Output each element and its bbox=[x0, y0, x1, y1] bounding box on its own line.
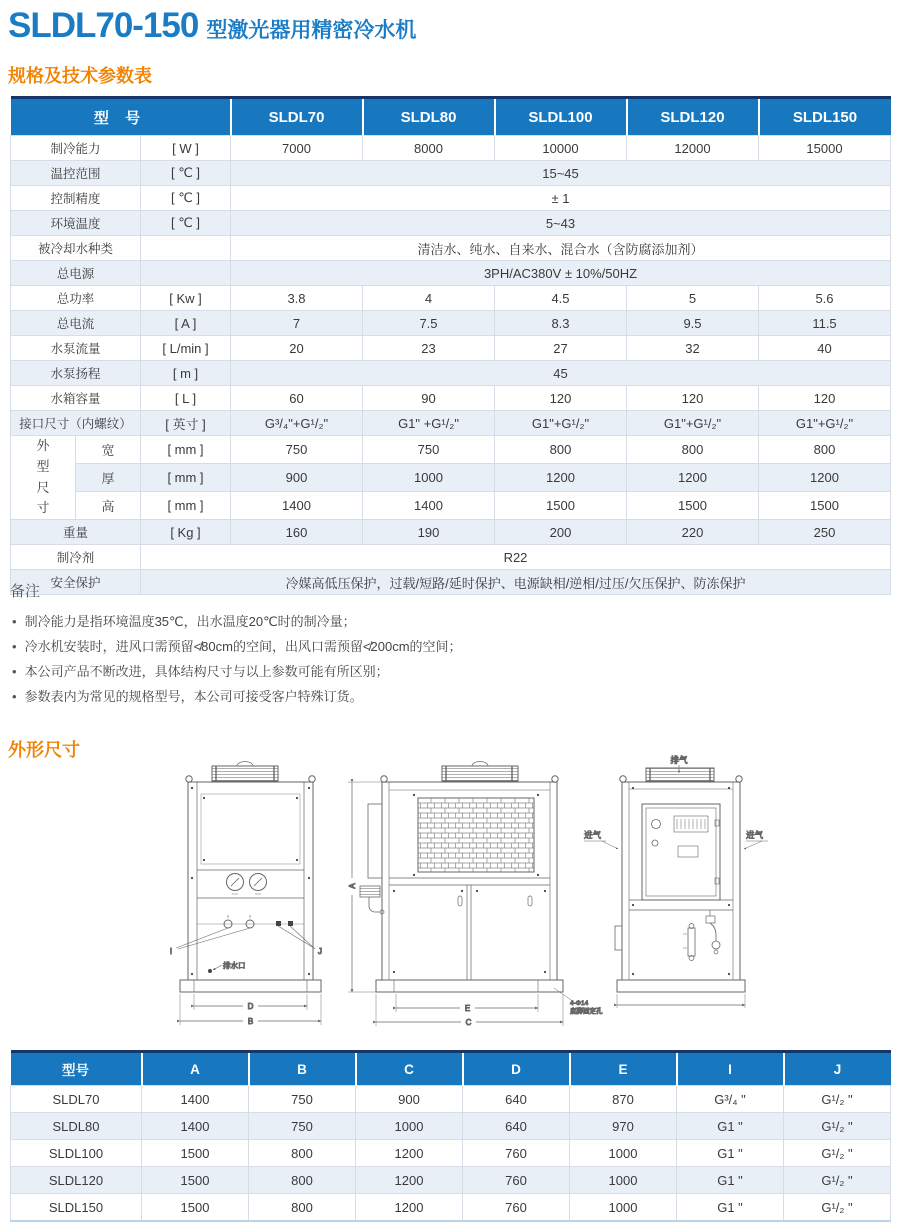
spec-row bbox=[11, 211, 891, 236]
dim-label-a: A bbox=[348, 883, 357, 889]
cell: 120 bbox=[759, 386, 891, 411]
cell: 800 bbox=[249, 1167, 356, 1194]
note-item: • 冷水机安装时，进风口需预留≮80cm的空间，出风口需预留≮200cm的空间； bbox=[10, 634, 880, 659]
row-unit: [ mm ] bbox=[141, 492, 231, 520]
cell-span: 冷媒高低压保护，过载/短路/延时保护、电源缺相/逆相/过压/欠压保护、防冻保护 bbox=[141, 570, 891, 595]
cell: 1500 bbox=[142, 1167, 249, 1194]
notes-list bbox=[10, 609, 880, 709]
spec-row bbox=[11, 136, 891, 161]
outline-section-title: 外形尺寸 bbox=[8, 740, 80, 760]
cell: 1400 bbox=[142, 1086, 249, 1113]
cell-span: 45 bbox=[231, 361, 891, 386]
model-header: SLDL120 bbox=[627, 98, 759, 136]
row-label: 温控范围 bbox=[11, 161, 141, 186]
dim-label-i: I bbox=[169, 947, 173, 956]
row-label: 控制精度 bbox=[11, 186, 141, 211]
spec-row bbox=[11, 311, 891, 336]
cell: G³/₄"+G¹/₂" bbox=[231, 411, 363, 436]
cell-span: R22 bbox=[141, 545, 891, 570]
spec-row bbox=[11, 464, 891, 492]
cell: 190 bbox=[363, 520, 495, 545]
dim-header: C bbox=[356, 1052, 463, 1086]
cell: 220 bbox=[627, 520, 759, 545]
cell: 1500 bbox=[627, 492, 759, 520]
spec-row bbox=[11, 492, 891, 520]
model-header: SLDL150 bbox=[759, 98, 891, 136]
spec-table bbox=[10, 96, 891, 595]
cell: G¹/₂ " bbox=[784, 1086, 891, 1113]
cell: 750 bbox=[249, 1113, 356, 1140]
cell: 8.3 bbox=[495, 311, 627, 336]
cell-span: ± 1 bbox=[231, 186, 891, 211]
cell: 90 bbox=[363, 386, 495, 411]
row-unit: [ Kg ] bbox=[141, 520, 231, 545]
row-label: 制冷能力 bbox=[11, 136, 141, 161]
cell: G¹/₂ " bbox=[784, 1167, 891, 1194]
cell: 1200 bbox=[759, 464, 891, 492]
cell: G¹/₂ " bbox=[784, 1113, 891, 1140]
spec-row bbox=[11, 411, 891, 436]
spec-row bbox=[11, 386, 891, 411]
dim-header: D bbox=[463, 1052, 570, 1086]
note-item: • 参数表内为常见的规格型号，本公司可接受客户特殊订货。 bbox=[10, 684, 880, 709]
row-label: 总电源 bbox=[11, 261, 141, 286]
cell: 5.6 bbox=[759, 286, 891, 311]
row-unit bbox=[141, 261, 231, 286]
row-unit: [ L ] bbox=[141, 386, 231, 411]
dim-label-d: D bbox=[247, 1002, 254, 1011]
model-header: SLDL70 bbox=[231, 98, 363, 136]
cell: 1000 bbox=[570, 1194, 677, 1222]
spec-row bbox=[11, 436, 891, 464]
cell: G1 " bbox=[677, 1194, 784, 1222]
cell-span: 5~43 bbox=[231, 211, 891, 236]
cell: 1500 bbox=[142, 1140, 249, 1167]
cell: 1400 bbox=[142, 1113, 249, 1140]
notes-section bbox=[10, 580, 880, 709]
rear-view-drawing bbox=[584, 755, 768, 1008]
dim-label-j: J bbox=[318, 947, 322, 956]
cell: 1500 bbox=[759, 492, 891, 520]
cell-model: SLDL80 bbox=[11, 1113, 142, 1140]
cell: 900 bbox=[231, 464, 363, 492]
cell: 800 bbox=[759, 436, 891, 464]
side-view-drawing bbox=[348, 762, 603, 1028]
dim-label-b: B bbox=[247, 1017, 254, 1026]
dimension-table bbox=[10, 1050, 891, 1222]
row-label: 高 bbox=[76, 492, 141, 520]
cell: 640 bbox=[463, 1086, 570, 1113]
dim-header: E bbox=[570, 1052, 677, 1086]
cell-model: SLDL100 bbox=[11, 1140, 142, 1167]
row-unit: [ mm ] bbox=[141, 436, 231, 464]
cell-model: SLDL120 bbox=[11, 1167, 142, 1194]
cell: 1200 bbox=[356, 1140, 463, 1167]
drain-port-label: 排水口 bbox=[223, 961, 246, 970]
cell: 800 bbox=[627, 436, 759, 464]
row-label: 水箱容量 bbox=[11, 386, 141, 411]
row-unit: [ mm ] bbox=[141, 464, 231, 492]
intake-left-label: 进气 bbox=[584, 830, 602, 840]
cell: G¹/₂ " bbox=[784, 1140, 891, 1167]
row-label: 总功率 bbox=[11, 286, 141, 311]
spec-row bbox=[11, 261, 891, 286]
cell: 120 bbox=[627, 386, 759, 411]
cell: 800 bbox=[495, 436, 627, 464]
cell: 1200 bbox=[356, 1194, 463, 1222]
cell: 1200 bbox=[627, 464, 759, 492]
cell: 27 bbox=[495, 336, 627, 361]
cell: 870 bbox=[570, 1086, 677, 1113]
spec-header-row bbox=[11, 98, 891, 136]
mounting-hole-note: 4-Φ14 bbox=[570, 1000, 589, 1007]
cell: 1000 bbox=[570, 1167, 677, 1194]
cell: 1000 bbox=[570, 1140, 677, 1167]
cell: 750 bbox=[249, 1086, 356, 1113]
row-label: 环境温度 bbox=[11, 211, 141, 236]
cell: G1 " bbox=[677, 1167, 784, 1194]
row-label: 被冷却水种类 bbox=[11, 236, 141, 261]
cell: 4 bbox=[363, 286, 495, 311]
dim-row bbox=[11, 1140, 891, 1167]
cell: G1 " bbox=[677, 1113, 784, 1140]
cell-span: 15~45 bbox=[231, 161, 891, 186]
cell: G¹/₂ " bbox=[784, 1194, 891, 1222]
technical-drawings bbox=[10, 752, 890, 1044]
cell: 1000 bbox=[356, 1113, 463, 1140]
cell: 9.5 bbox=[627, 311, 759, 336]
dim-header: J bbox=[784, 1052, 891, 1086]
dimension-group-label: 外型尺寸 bbox=[11, 436, 76, 520]
dim-header: A bbox=[142, 1052, 249, 1086]
row-label: 厚 bbox=[76, 464, 141, 492]
cell: 250 bbox=[759, 520, 891, 545]
cell: 640 bbox=[463, 1113, 570, 1140]
dim-label-c: C bbox=[465, 1018, 472, 1027]
cell: 7000 bbox=[231, 136, 363, 161]
cell: 120 bbox=[495, 386, 627, 411]
cell: 200 bbox=[495, 520, 627, 545]
spec-row bbox=[11, 545, 891, 570]
notes-heading: 备注 bbox=[10, 583, 41, 600]
page-title bbox=[8, 6, 416, 46]
row-label: 安全保护 bbox=[11, 570, 141, 595]
cell: 40 bbox=[759, 336, 891, 361]
product-name-title: 型激光器用精密冷水机 bbox=[206, 19, 417, 42]
cell: 10000 bbox=[495, 136, 627, 161]
spec-corner-header: 型 号 bbox=[11, 98, 231, 136]
row-label: 总电流 bbox=[11, 311, 141, 336]
row-unit: [ L/min ] bbox=[141, 336, 231, 361]
spec-row bbox=[11, 361, 891, 386]
row-unit: [ ℃ ] bbox=[141, 161, 231, 186]
cell: 750 bbox=[363, 436, 495, 464]
cell: 12000 bbox=[627, 136, 759, 161]
cell: 1200 bbox=[495, 464, 627, 492]
row-unit: [ m ] bbox=[141, 361, 231, 386]
dim-row bbox=[11, 1086, 891, 1113]
cell-span: 清洁水、纯水、自来水、混合水（含防腐添加剂） bbox=[231, 236, 891, 261]
dim-header-row bbox=[11, 1052, 891, 1086]
cell: 1400 bbox=[363, 492, 495, 520]
cell: 760 bbox=[463, 1194, 570, 1222]
cell: 760 bbox=[463, 1140, 570, 1167]
note-item: • 制冷能力是指环境温度35℃，出水温度20℃时的制冷量； bbox=[10, 609, 880, 634]
cell: 760 bbox=[463, 1167, 570, 1194]
row-unit: [ 英寸 ] bbox=[141, 411, 231, 436]
cell: 7.5 bbox=[363, 311, 495, 336]
cell: 900 bbox=[356, 1086, 463, 1113]
product-model-title: SLDL70-150 bbox=[8, 6, 199, 45]
model-header: SLDL80 bbox=[363, 98, 495, 136]
cell: G1" +G¹/₂" bbox=[363, 411, 495, 436]
cell: 60 bbox=[231, 386, 363, 411]
cell: 7 bbox=[231, 311, 363, 336]
dim-header: 型号 bbox=[11, 1052, 142, 1086]
cell: 4.5 bbox=[495, 286, 627, 311]
spec-row bbox=[11, 236, 891, 261]
row-unit bbox=[141, 236, 231, 261]
spec-row bbox=[11, 186, 891, 211]
cell: 1500 bbox=[495, 492, 627, 520]
cell: 160 bbox=[231, 520, 363, 545]
cell: G1"+G¹/₂" bbox=[627, 411, 759, 436]
cell: 8000 bbox=[363, 136, 495, 161]
cell-model: SLDL70 bbox=[11, 1086, 142, 1113]
row-label: 接口尺寸（内螺纹） bbox=[11, 411, 141, 436]
front-view-drawing bbox=[170, 762, 322, 1027]
cell: 15000 bbox=[759, 136, 891, 161]
spec-row bbox=[11, 336, 891, 361]
model-header: SLDL100 bbox=[495, 98, 627, 136]
cell: 3.8 bbox=[231, 286, 363, 311]
row-unit: [ A ] bbox=[141, 311, 231, 336]
row-unit: [ Kw ] bbox=[141, 286, 231, 311]
cell: G1"+G¹/₂" bbox=[759, 411, 891, 436]
cell-span: 3PH/AC380V ± 10%/50HZ bbox=[231, 261, 891, 286]
row-label: 制冷剂 bbox=[11, 545, 141, 570]
cell: 20 bbox=[231, 336, 363, 361]
exhaust-label: 排气 bbox=[670, 755, 688, 765]
note-item: • 本公司产品不断改进，具体结构尺寸与以上参数可能有所区别； bbox=[10, 659, 880, 684]
cell: G³/₄ " bbox=[677, 1086, 784, 1113]
cell: 970 bbox=[570, 1113, 677, 1140]
cell: 11.5 bbox=[759, 311, 891, 336]
dim-row bbox=[11, 1194, 891, 1222]
cell: 1200 bbox=[356, 1167, 463, 1194]
row-unit: [ ℃ ] bbox=[141, 186, 231, 211]
cell: 1400 bbox=[231, 492, 363, 520]
cell: 32 bbox=[627, 336, 759, 361]
cell: 750 bbox=[231, 436, 363, 464]
dim-row bbox=[11, 1167, 891, 1194]
cell-model: SLDL150 bbox=[11, 1194, 142, 1222]
dim-header: I bbox=[677, 1052, 784, 1086]
cell: 1500 bbox=[142, 1194, 249, 1222]
spec-row bbox=[11, 520, 891, 545]
row-unit: [ W ] bbox=[141, 136, 231, 161]
mounting-hole-note: 底脚固定孔 bbox=[570, 1008, 603, 1015]
cell: 23 bbox=[363, 336, 495, 361]
dim-header: B bbox=[249, 1052, 356, 1086]
row-unit: [ ℃ ] bbox=[141, 211, 231, 236]
row-label: 重量 bbox=[11, 520, 141, 545]
dim-row bbox=[11, 1113, 891, 1140]
spec-section-title: 规格及技术参数表 bbox=[8, 66, 152, 86]
intake-right-label: 进气 bbox=[746, 830, 764, 840]
cell: G1 " bbox=[677, 1140, 784, 1167]
spec-row bbox=[11, 161, 891, 186]
spec-row bbox=[11, 286, 891, 311]
cell: 1000 bbox=[363, 464, 495, 492]
row-label: 宽 bbox=[76, 436, 141, 464]
dim-label-e: E bbox=[464, 1004, 471, 1013]
cell: 800 bbox=[249, 1140, 356, 1167]
cell: 5 bbox=[627, 286, 759, 311]
row-label: 水泵扬程 bbox=[11, 361, 141, 386]
cell: G1"+G¹/₂" bbox=[495, 411, 627, 436]
row-label: 水泵流量 bbox=[11, 336, 141, 361]
cell: 800 bbox=[249, 1194, 356, 1222]
